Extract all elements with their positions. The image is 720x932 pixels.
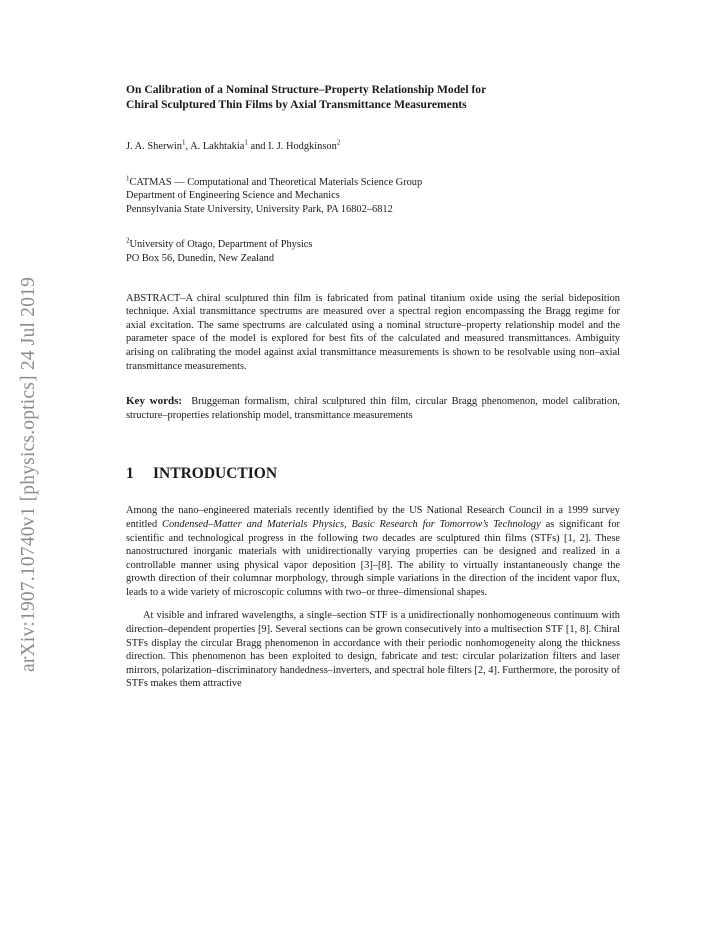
affiliation-line: Pennsylvania State University, University Park, PA 16802–6812: [126, 203, 393, 215]
intro-paragraph-2: At visible and infrared wavelengths, a single–section STF is a unidirectionally nonhomogeneous continuum with direction–dependent properties [9]. Several sections can be grown consecutively into a multisection STF [1, 8]. Chiral STFs display the circular Bragg phenomenon in accordance with their periodic nonhomogeneity along the thickness direction. This phenomenon has been exploited to design, fabricate and test: circular polarization filters and laser mirrors, polarization–discriminatory handedness–inverters, and spectral hole filters [2, 4]. Furthermore, the porosity of STFs makes them attractive: [126, 610, 620, 690]
author-separator: and: [247, 141, 269, 152]
keywords: [126, 395, 620, 422]
affiliation-line: [126, 176, 620, 190]
paragraph-text: Among the nano–engineered materials recently identified by the US National Research Council in a 1999 survey entitled: [126, 505, 620, 530]
abstract: ABSTRACT–A chiral sculptured thin film is fabricated from patinal titanium oxide using the serial bideposition technique. Axial transmittance spectrums are measured over a spectral region encompassing the Bragg regime for axial excitation. The same spectrums are calculated using a nominal structure–property relationship model and the parameter space of the model is explored for best fits of the calculated and measured transmittances. Ambiguity arising on calibrating the model against axial transmittance measurements is shown to be resolvable using non–axial transmittance measurements.: [126, 292, 620, 372]
affiliation-line: [126, 238, 620, 252]
cited-report-title: Condensed–Matter and Materials Physics, Basic Research for Tomorrow’s Technology: [162, 518, 541, 530]
paragraph-text: as significant for scientific and technological progress in the following two decades are sculptured thin films (STFs) [1, 2]. These nanostructured inorganic materials with unidirectionally varying properties can be designed and realized in a controllable manner using physical vapor deposition [3]–[8]. The ability to virtually instantaneously change the growth direction of their columnar morphology, through simple variations in the direction of the incident vapor flux, leads to a wide variety of microscopic columns with two–or three–dimensional shapes.: [126, 518, 620, 598]
author-list: [126, 140, 620, 154]
arxiv-identifier: arXiv:1907.10740v1 [physics.optics] 24 Jul 2019: [18, 276, 39, 672]
title-line-2: Chiral Sculptured Thin Films by Axial Transmittance Measurements: [126, 98, 467, 111]
affiliation-university: University of Otago, Department of Physics: [129, 239, 313, 251]
affiliation-1: [126, 176, 620, 217]
affiliation-line: PO Box 56, Dunedin, New Zealand: [126, 252, 275, 264]
section-heading: [126, 464, 620, 484]
intro-paragraph-1: [126, 504, 620, 599]
keywords-label: Key words:: [126, 395, 183, 408]
affiliation-group: CATMAS — Computational and Theoretical Materials Science Group: [129, 176, 423, 188]
affiliation-marker: 2: [126, 236, 130, 245]
affiliation-line: Department of Engineering Science and Mechanics: [126, 190, 340, 202]
author-hodgkinson: I. J. Hodgkinson: [268, 141, 337, 152]
author-separator: ,: [185, 141, 191, 152]
affiliation-2: [126, 238, 620, 265]
author-sherwin-affiliation: 1: [182, 138, 186, 147]
author-lakhtakia: A. Lakhtakia: [190, 141, 245, 152]
title-line-1: On Calibration of a Nominal Structure–Property Relationship Model for: [126, 83, 487, 96]
author-hodgkinson-affiliation: 2: [336, 138, 341, 147]
paper-page: [126, 82, 620, 691]
paper-title: [126, 82, 620, 112]
affiliation-marker: 1: [126, 174, 130, 183]
section-title: INTRODUCTION: [153, 465, 278, 483]
author-sherwin: J. A. Sherwin: [126, 141, 182, 152]
keywords-text: Bruggeman formalism, chiral sculptured thin film, circular Bragg phenomenon, model calibration, structure–properties relationship model, transmittance measurements: [126, 396, 621, 421]
author-lakhtakia-affiliation: 1: [244, 138, 248, 147]
section-number: 1: [126, 465, 134, 483]
